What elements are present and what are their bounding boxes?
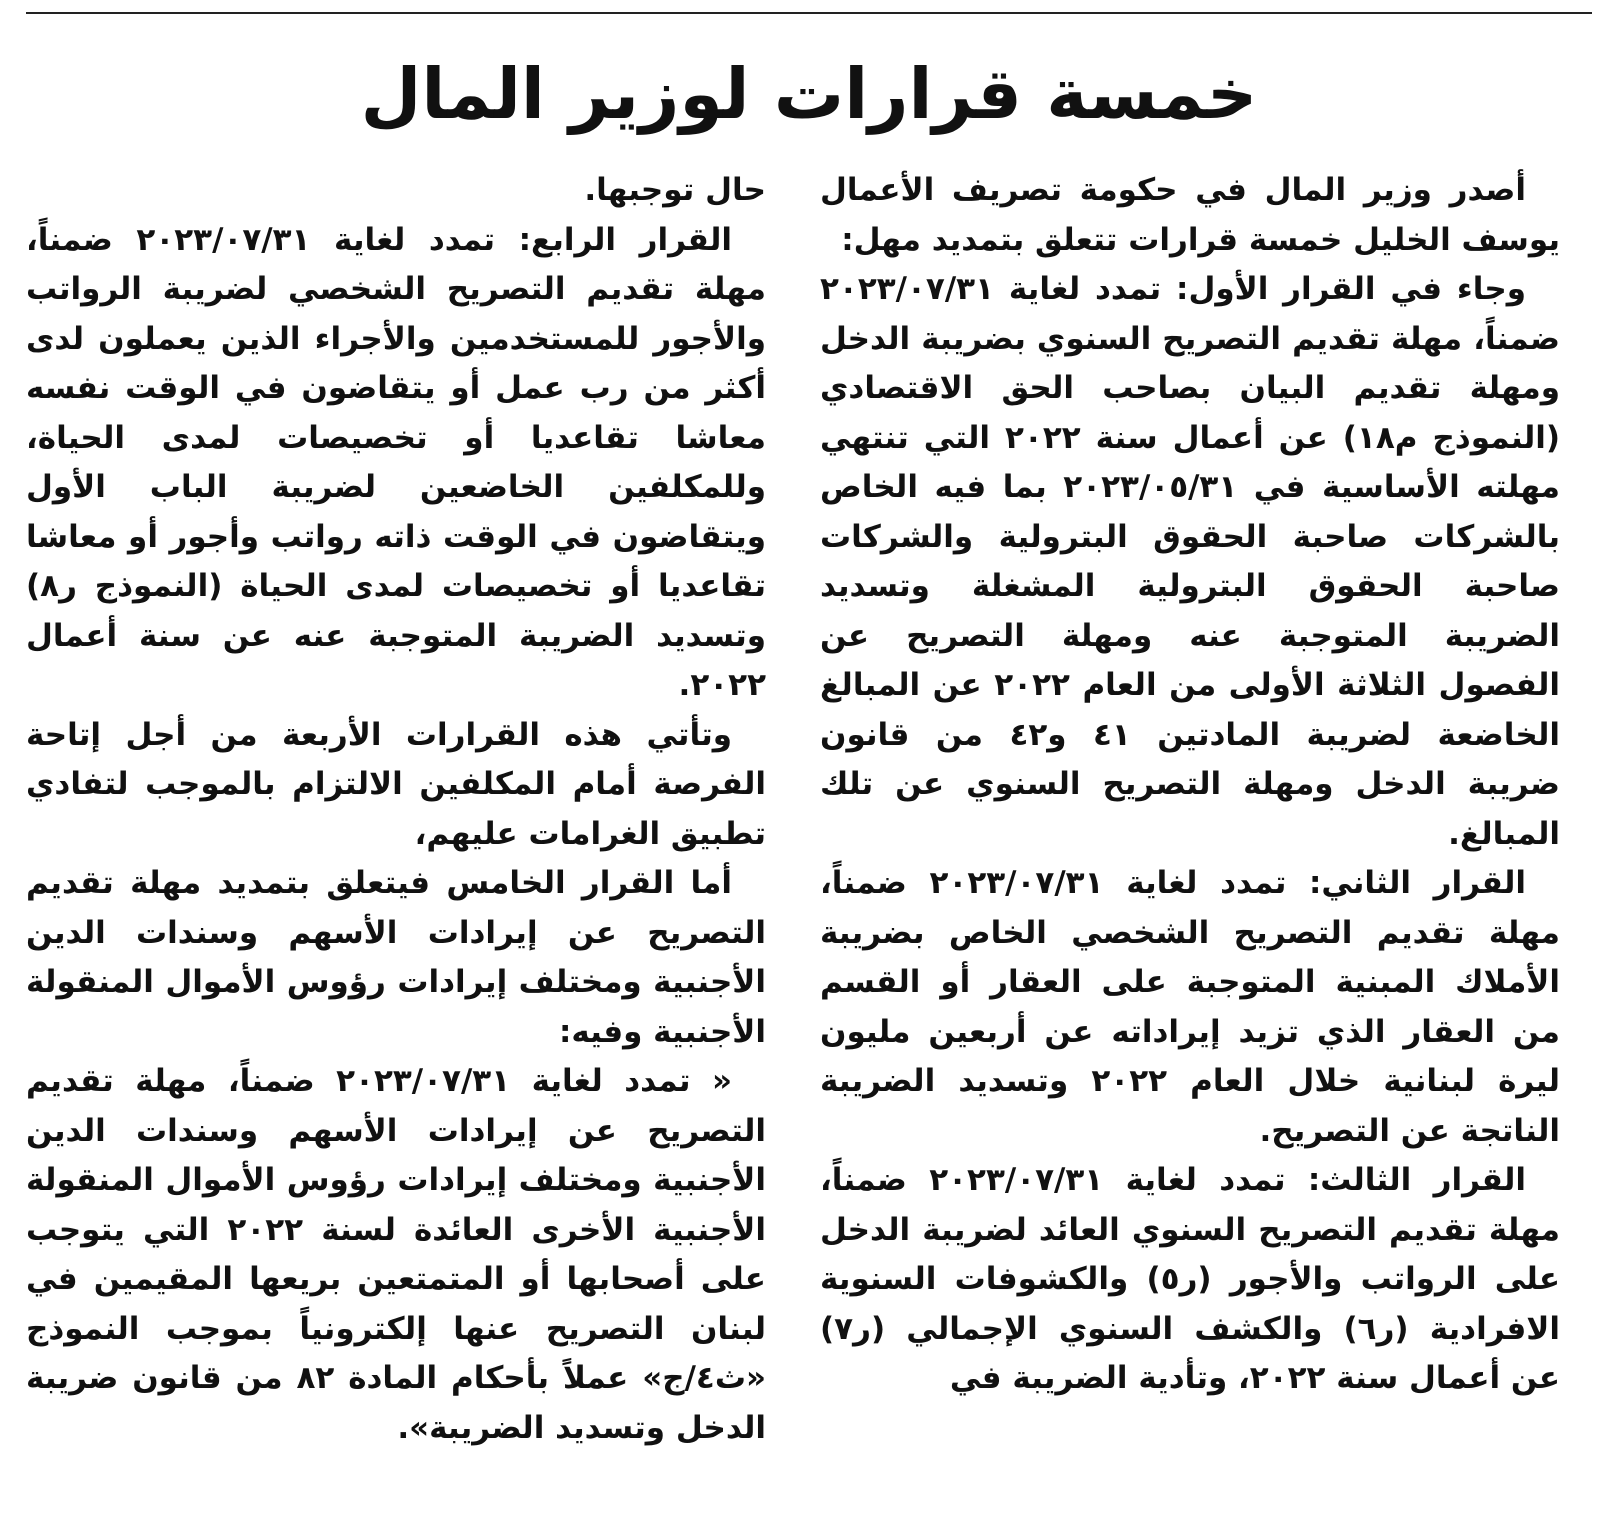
paragraph-purpose: وتأتي هذه القرارات الأربعة من أجل إتاحة الفرصة أمام المكلفين الالتزام بالموجب لتفادي تطبيق الغرامات عليهم،	[26, 716, 766, 852]
paragraph-decision-2: القرار الثاني: تمدد لغاية ٢٠٢٣/٠٧/٣١ ضمناً، مهلة تقديم التصريح الشخصي الخاص بضريبة الأملاك المبنية المتوجبة على العقار أو القسم من العقار الذي تزيد إيراداته عن أربعين مليون ليرة لبنانية خلال العام ٢٠٢٢ وتسديد الضريبة الناتجة عن التصريح.	[820, 865, 1561, 1149]
paragraph-decision-1: وجاء في القرار الأول: تمدد لغاية ٢٠٢٣/٠٧/٣١ ضمناً، مهلة تقديم التصريح السنوي بضريبة الدخل ومهلة تقديم البيان بصاحب الحق الاقتصادي (النموذج م١٨) عن أعمال سنة ٢٠٢٢ التي تنتهي مهلته الأساسية في ٢٠٢٣/٠٥/٣١ بما فيه الخاص بالشركات صاحبة الحقوق البترولية والشركات صاحبة الحقوق البترولية المشغلة وتسديد الضريبة المتوجبة عنه ومهلة التصريح عن الفصول الثلاثة الأولى من العام ٢٠٢٢ عن المبالغ الخاضعة لضريبة المادتين ٤١ و٤٢ من قانون ضريبة الدخل ومهلة التصريح السنوي عن تلك المبالغ.	[820, 271, 1561, 852]
article-headline: خمسة قرارات لوزير المال	[360, 53, 1258, 135]
article-column-right	[820, 166, 1560, 1404]
paragraph-decision-5: أما القرار الخامس فيتعلق بتمديد مهلة تقديم التصريح عن إيرادات الأسهم وسندات الدين الأجنبية ومختلف إيرادات رؤوس الأموال المنقولة الأجنبية وفيه:	[26, 865, 766, 1050]
paragraph-continuation: حال توجبها.	[584, 172, 766, 208]
paragraph-decision-4: القرار الرابع: تمدد لغاية ٢٠٢٣/٠٧/٣١ ضمناً، مهلة تقديم التصريح الشخصي لضريبة الرواتب والأجور للمستخدمين والأجراء الذين يعملون لدى أكثر من رب عمل أو يتقاضون في الوقت نفسه معاشا تقاعديا أو تخصيصات لمدى الحياة، وللمكلفين الخاضعين لضريبة الباب الأول ويتقاضون في الوقت ذاته رواتب وأجور أو معاشا تقاعديا أو تخصيصات لمدى الحياة (النموذج ر٨) وتسديد الضريبة المتوجبة عنه عن سنة أعمال ٢٠٢٢.	[26, 221, 766, 703]
top-rule	[26, 12, 1592, 14]
paragraph-decision-5-quote: « تمدد لغاية ٢٠٢٣/٠٧/٣١ ضمناً، مهلة تقديم التصريح عن إيرادات الأسهم وسندات الدين الأجنبية ومختلف إيرادات رؤوس الأموال المنقولة الأجنبية الأخرى العائدة لسنة ٢٠٢٢ التي يتوجب على أصحابها أو المتمتعين بريعها المقيمين في لبنان التصريح عنها إلكترونياً بموجب النموذج «ث٤/ج» عملاً بأحكام المادة ٨٢ من قانون ضريبة الدخل وتسديد الضريبة».	[26, 1063, 767, 1446]
paragraph-intro: أصدر وزير المال في حكومة تصريف الأعمال يوسف الخليل خمسة قرارات تتعلق بتمديد مهل:	[820, 172, 1560, 258]
paragraph-decision-3: القرار الثالث: تمدد لغاية ٢٠٢٣/٠٧/٣١ ضمناً، مهلة تقديم التصريح السنوي العائد لضريبة الدخل على الرواتب والأجور (ر٥) والكشوفات السنوية الافرادية (ر٦) والكشف السنوي الإجمالي (ر٧) عن أعمال سنة ٢٠٢٢، وتأدية الضريبة في	[820, 1162, 1561, 1396]
article-column-left	[26, 166, 766, 1453]
